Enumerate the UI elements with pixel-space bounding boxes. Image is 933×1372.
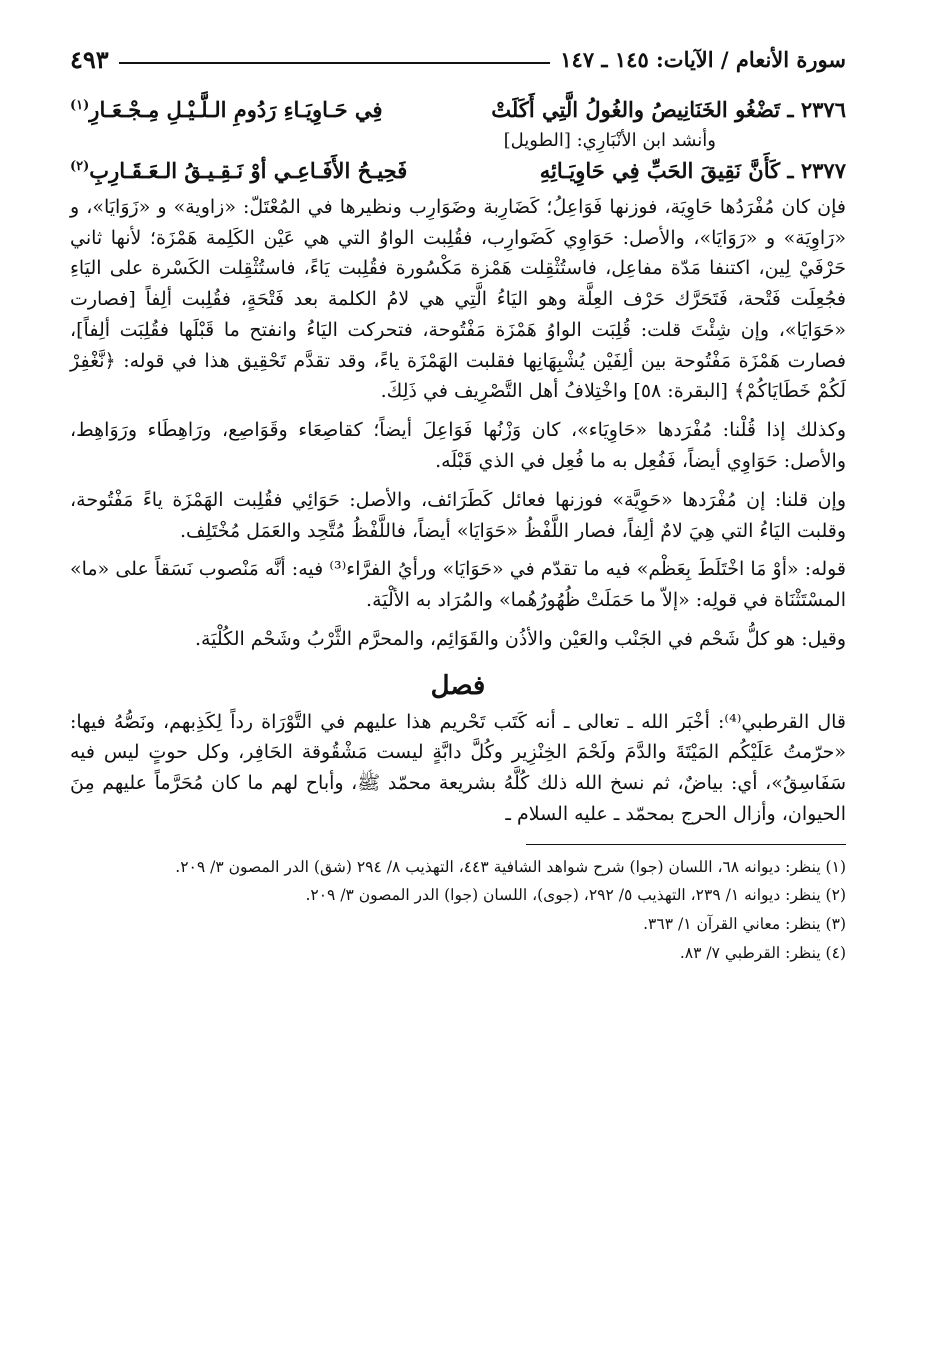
paragraph-2: وكذلك إذا قُلْنا: مُفْرَدها «حَاوِيَاء»، كان وَزْنُها فَوَاعِلَ أيضاً؛ كقاصِعَاء وقَوَاصِع، ورَاهِطَاء ورَوَاهِط، والأصل: حَوَاوِي أيضاً، فَفُعِل به ما فُعِل في الذي قَبْلَه. (70, 419, 846, 473)
section-heading: فصل (430, 670, 486, 701)
footnote-divider (526, 844, 846, 845)
footnote-ref-1: (١) (70, 98, 90, 113)
running-head-rule (119, 62, 551, 64)
paragraph-4: قوله: «أوْ مَا اخْتَلَطَ بِعَظْم» فيه ما تقدّم في «حَوَايَا» ورأيُ الفرَّاء⁽³⁾ فيه: أنَّه مَنْصوب نَسَقاً على «ما» المسْتَثْنَاة في قولِه: «إلاّ ما حَمَلَتْ ظُهُورُهُما» والمُرَاد به الألْيَة. (70, 558, 847, 612)
verse-2377 (70, 155, 846, 188)
footnote-3: (٣) ينظر: معاني القرآن ١/ ٣٦٣. (643, 915, 846, 934)
verse-right-hemistich: ٢٣٧٦ ـ تَضْغُو الخَنَانِيصُ والغُولُ الَّتِي أَكَلَتْ (491, 97, 846, 122)
footnotes (70, 853, 846, 968)
running-head (70, 36, 846, 76)
footnote-ref-2: (٢) (70, 159, 90, 175)
intro-line: وأنشد ابن الأنْبَارِي: [الطويل] (503, 129, 716, 151)
document-page (70, 36, 846, 1346)
footnote-1: (١) ينظر: ديوانه ٦٨، اللسان (جوا) شرح شواهد الشافية ٤٤٣، التهذيب ٨/ ٢٩٤ (شق) الدر المصون ٣/ ٢٠٩. (175, 857, 846, 876)
verse-left-hemistich: فَحِيـحُ الأَفَـاعِـي أوْ نَـقِـيـقُ الـعَـقَـارِبِ$^{(٢)}$ (70, 158, 408, 184)
section-paragraph: قال القرطبي⁽⁴⁾: أخْبَر الله ـ تعالى ـ أنه كَتَب تَحْريم هذا عليهم في التَّوْرَاة رداً لِكَذِبهم، ونَصُّهُ فيها: «حرّمتُ عَلَيْكُم المَيْتَةَ والدَّمَ ولَحْمَ الخِنْزِير وكُلَّ دابَّةٍ ليست مَشْقُوقة الحَافِر، وكل حوتٍ ليس فيه سَفَاسِقُ»، أي: بياضٌ، ثم نسخ الله ذلك كُلَّهُ بشريعة محمّد ﷺ، وأباح لهم ما كان مُحَرَّماً عليهم مِنَ الحيوان، وأزال الحرج بمحمّد ـ عليه السلام ـ (70, 710, 846, 825)
footnote-4: (٤) ينظر: القرطبي ٧/ ٨٣. (679, 943, 846, 962)
paragraph-1: فإن كان مُفْرَدُها حَاوِيَة، فوزنها فَوَاعِلُ؛ كَضَارِبة وضَوَارِب ونظيرها في المُعْتَلّ: «زاوية» و «زَوَايَا»، و «رَاوِيَة» و «رَوَايَا»، والأصل: حَوَاوِي كَضَوارِب، فقُلِبت الواوُ التي هي عَيْن الكَلِمة هَمْزَة؛ لأنها ثاني حَرْفَيْ لِين، اكتنفا مَدّة مفاعِل، فاستُثْقِلت هَمْزة مَكْسُورة فقُلِبت يَاءً، فاستُثْقِلت الكَسْرة على اليَاءِ فجُعِلَت فَتْحة، فَتَحَرَّك حَرْف العِلَّة وهو اليَاءُ الَّتِي هي لامُ الكلمة بعد فَتْحَةٍ، فقُلِبت ألِفاً [فصارت «حَوَايَا»، وإن شِئْتَ قلت: قُلِبَت الواوُ هَمْزَة مَفْتُوحة، فتحركت اليَاءُ وانفتح ما قَبْلَها فقُلِبَت ألِفاً]، فصارت هَمْزَة مَفْتُوحة بين ألِفَيْن يُشْبِهَانِها فقلبت الهَمْزَة ياءً، وقد تقدَّم تَحْقِيق هذا في قوله: ﴿نَّغْفِرْ لَكُمْ خَطَايَاكُمْ﴾ [البقرة: ٥٨] واخْتِلافُ أهل التَّصْرِيف في ذَلِكَ. (70, 195, 846, 403)
running-head-title: سورة الأنعام / الآيات: ١٤٥ ـ ١٤٧ (560, 47, 846, 72)
verse-left-hemistich: فِي حَـاوِيَـاءِ رَدُومِ الـلَّـيْـلِ مِـجْـعَـارِ$^{(١)}$ (70, 97, 383, 122)
verse-right-hemistich: ٢٣٧٧ ـ كَأَنَّ نَقِيقَ الحَبِّ فِي حَاوِيَـائِهِ (539, 158, 846, 184)
verse-2376 (70, 94, 846, 127)
page-number: ٤٩٣ (70, 45, 109, 74)
footnote-2: (٢) ينظر: ديوانه ١/ ٢٣٩، التهذيب ٥/ ٢٩٢، (جوى)، اللسان (جوا) الدر المصون ٣/ ٢٠٩. (305, 886, 846, 905)
paragraph-5: وقيل: هو كلُّ شَحْم في الجَنْب والعَيْن والأذُن والقَوَائِم، والمحرَّم الثَّرْبُ وشَحْم الكُلْيَة. (194, 627, 846, 650)
paragraph-3: وإن قلنا: إن مُفْرَدها «حَوِيَّة» فوزنها فعائل كَطَرَائف، والأصل: حَوَائِي فقُلِبت الهَمْزَة ياءً مَفْتُوحة، وقلبت اليَاءُ التي هِيَ لامٌ ألِفاً، فصار اللَّفْظُ «حَوَايَا» أيضاً، فاللَّفْظُ مُتَّحِد والعَمَل مُخْتَلِف. (70, 488, 846, 542)
